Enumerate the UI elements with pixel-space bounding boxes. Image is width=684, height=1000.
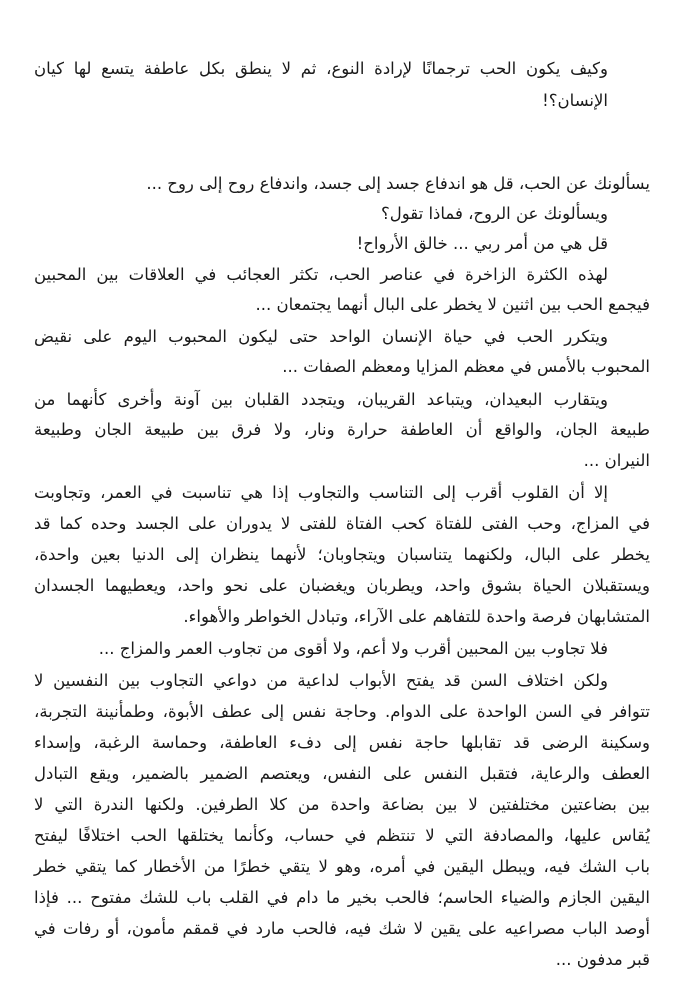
text-line: لهذه الكثرة الزاخرة في عناصر الحب، تكثر العجائب في العلاقات بين المحبين xyxy=(34,265,608,284)
text-line: باب الشك فيه، ويبطل اليقين في أمره، وهو لا يتقي خطرًا من الأخطار كما يتقي خطر xyxy=(34,857,650,876)
text-line: في المزاج، وحب الفتى للفتاة كحب الفتاة للفتى لا يدوران على الجسد وحده كما قد xyxy=(34,514,650,533)
text-line: أوصد الباب مصراعيه على يقين لا شك فيه، فالحب مارد في قمقم مأمون، أو رفات في xyxy=(34,919,650,938)
text-line: ويتكرر الحب في حياة الإنسان الواحد حتى ليكون المحبوب اليوم على نقيض xyxy=(34,327,608,346)
text-line: المتشابهان فرصة واحدة للتفاهم على الآراء، وتبادل الخواطر والأهواء. xyxy=(183,607,650,626)
text-line: ويستقبلان الحياة بشوق واحد، ويطربان ويغضبان على نحو واحد، ويعطيهما الجسدان xyxy=(34,576,650,595)
text-line: تتوافر في السن الواحدة على الدوام. وحاجة نفس إلى عطف الأبوة، وطمأنينة التجربة، xyxy=(34,702,650,721)
text-line: اليقين الجازم والضياء الحاسم؛ فالحب بخير ما دام في القلب باب للشك مفتوح ... فإذا xyxy=(34,888,650,907)
text-line: ويسألونك عن الروح، فماذا تقول؟ xyxy=(381,204,608,223)
text-line: وسكينة الرضى قد تقابلها حاجة نفس إلى دفء العاطفة، وحماسة الرغبة، وإسداء xyxy=(34,733,650,752)
text-line: يسألونك عن الحب، قل هو اندفاع جسد إلى جسد، واندفاع روح إلى روح ... xyxy=(146,174,650,193)
text-line: بين بضاعتين مختلفتين لا بين بضاعة واحدة من كلا الطرفين. ولكنها الندرة التي لا xyxy=(34,795,650,814)
text-line: إلا أن القلوب أقرب إلى التناسب والتجاوب إذا هي تناسبت في العمر، وتجاوبت xyxy=(34,483,608,502)
text-line: ويتقارب البعيدان، ويتباعد القريبان، ويتجدد القلبان بين آونة وأخرى كأنهما من xyxy=(34,390,608,409)
text-line: المحبوب بالأمس في معظم المزايا ومعظم الصفات ... xyxy=(282,357,650,376)
text-line: فلا تجاوب بين المحبين أقرب ولا أعم، ولا أقوى من تجاوب العمر والمزاج ... xyxy=(98,639,608,658)
text-line: الإنسان؟! xyxy=(542,91,608,110)
text-line: النيران ... xyxy=(583,451,650,470)
text-line: وكيف يكون الحب ترجمانًا لإرادة النوع، ثم لا ينطق بكل عاطفة يتسع لها كيان xyxy=(34,59,608,78)
text-line: يخطر على البال، ولكنهما يتناسبان ويتجاوبان؛ لأنهما ينظران إلى الدنيا بعين واحدة، xyxy=(34,545,650,564)
text-line: ولكن اختلاف السن قد يفتح الأبواب لداعية من دواعي التجاوب بين النفسين لا xyxy=(34,671,608,690)
text-line: طبيعة الجان، والواقع أن العاطفة حرارة ونار، ولا فرق بين طبيعة الجان وطبيعة xyxy=(34,420,650,439)
text-line: فيجمع الحب بين اثنين لا يخطر على البال أنهما يجتمعان ... xyxy=(255,295,650,314)
text-line: يُقاس عليها، والمصادفة التي لا تنتظم في حساب، وكأنما يختلقها الحب اختلافًا ليفتح xyxy=(34,826,650,845)
text-line: العطف والرعاية، فتقبل النفس على النفس، ويعتصم الضمير بالضمير، ويقع التبادل xyxy=(34,764,650,783)
text-line: قل هي من أمر ربي ... خالق الأرواح! xyxy=(356,234,608,253)
text-line: قبر مدفون ... xyxy=(555,950,650,969)
